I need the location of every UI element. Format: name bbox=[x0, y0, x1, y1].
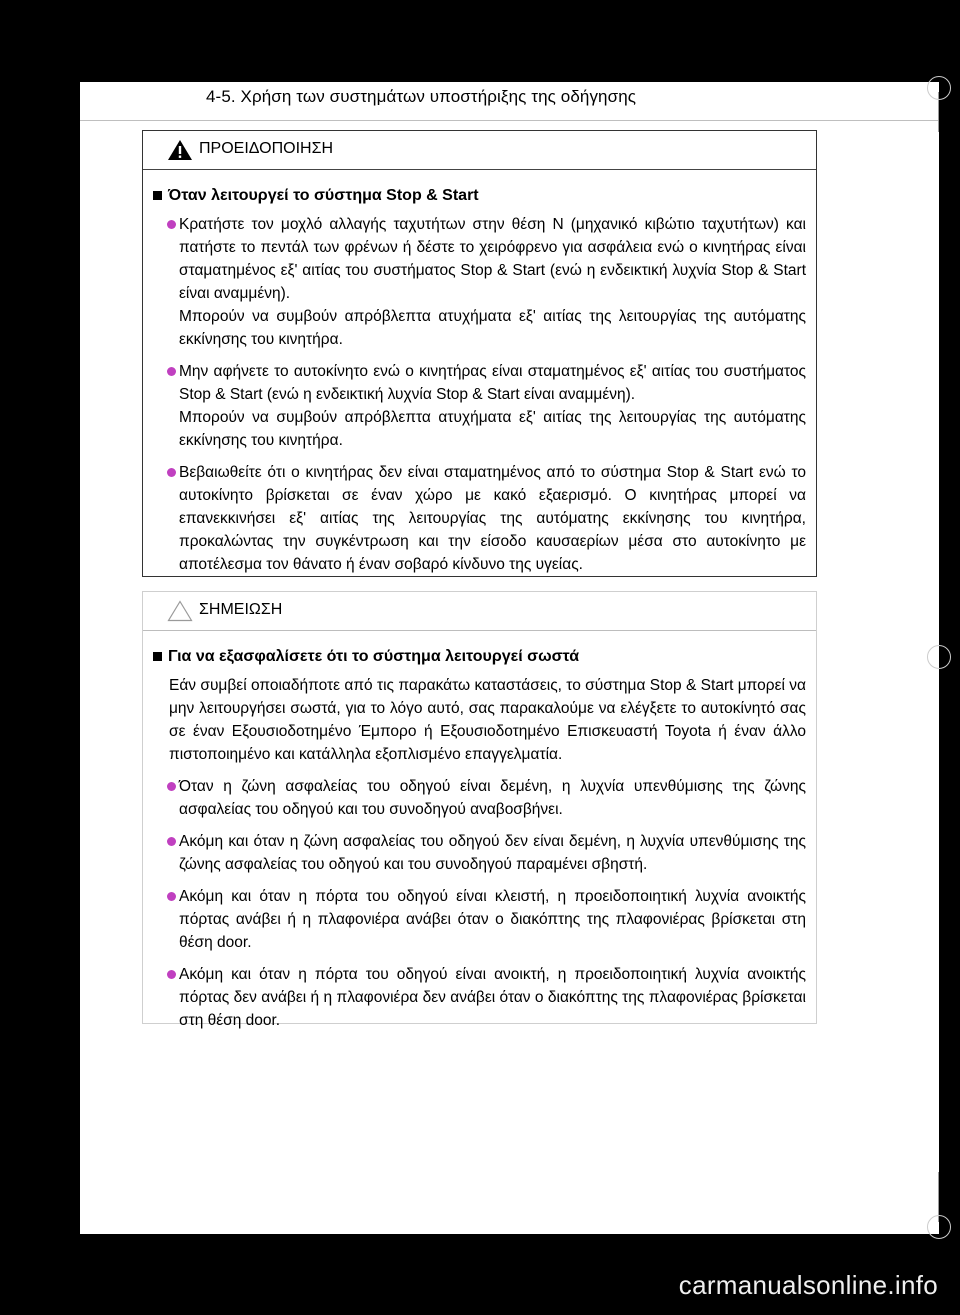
warning-box-header bbox=[143, 131, 816, 170]
registration-mark-icon bbox=[927, 645, 951, 669]
round-bullet-icon bbox=[167, 970, 176, 979]
registration-mark-icon bbox=[927, 1215, 951, 1239]
warning-bullet bbox=[153, 461, 806, 576]
round-bullet-icon bbox=[167, 892, 176, 901]
note-bullet bbox=[153, 775, 806, 821]
warning-bullet-text: Μην αφήνετε το αυτοκίνητο ενώ ο κινητήρας είναι σταματημένος εξ' αιτίας του συστήματος Stop & Start (ενώ η ενδεικτική λυχνία Stop & Start είναι αναμμένη). bbox=[179, 363, 806, 403]
note-box-header bbox=[143, 592, 816, 631]
note-bullet bbox=[153, 885, 806, 954]
warning-label: ΠΡΟΕΙΔΟΠΟΙΗΣΗ bbox=[199, 140, 334, 157]
note-bullet bbox=[153, 830, 806, 876]
warning-bullet-text: Μπορούν να συμβούν απρόβλεπτα ατυχήματα εξ' αιτίας της λειτουργίας της αυτόματης εκκίνησης του κινητήρα. bbox=[179, 308, 806, 348]
warning-box bbox=[142, 130, 817, 577]
round-bullet-icon bbox=[167, 837, 176, 846]
warning-heading bbox=[153, 184, 806, 207]
note-intro-text: Εάν συμβεί οποιαδήποτε από τις παρακάτω καταστάσεις, το σύστημα Stop & Start μπορεί να μην λειτουργήσει σωστά, για το λόγο αυτό, σας παρακαλούμε να ελέγξετε το αυτοκίνητό σας σε έναν Εξουσιοδοτημένο Έμπορο ή Εξουσιοδοτημένο Επισκευαστή Toyota ή έναν άλλο πιστοποιημένο και κατάλληλα εξοπλισμένο επαγγελματία. bbox=[169, 677, 806, 763]
note-heading-text: Για να εξασφαλίσετε ότι το σύστημα λειτουργεί σωστά bbox=[168, 648, 580, 665]
header-divider bbox=[80, 120, 939, 121]
warning-triangle-icon bbox=[167, 139, 193, 161]
round-bullet-icon bbox=[167, 468, 176, 477]
note-bullet-text: Όταν η ζώνη ασφαλείας του οδηγού είναι δεμένη, η λυχνία υπενθύμισης της ζώνης ασφαλείας του οδηγού και του συνοδηγού αναβοσβήνει. bbox=[179, 778, 806, 818]
manual-page bbox=[80, 82, 939, 1234]
warning-bullet-text: Μπορούν να συμβούν απρόβλεπτα ατυχήματα εξ' αιτίας της λειτουργίας της αυτόματης εκκίνησης του κινητήρα. bbox=[179, 409, 806, 449]
watermark-text: carmanualsonline.info bbox=[678, 1270, 938, 1300]
note-box bbox=[142, 591, 817, 1029]
page-header-title: 4-5. Χρήση των συστημάτων υποστήριξης της οδήγησης bbox=[206, 87, 637, 106]
warning-bullet bbox=[153, 213, 806, 351]
note-bullet bbox=[153, 963, 806, 1032]
note-heading bbox=[153, 645, 806, 668]
registration-mark-icon bbox=[927, 76, 951, 100]
note-bullet-text: Ακόμη και όταν η πόρτα του οδηγού είναι κλειστή, η προειδοποιητική λυχνία ανοικτής πόρτας ανάβει ή η πλαφονιέρα ανάβει όταν ο διακόπτης της πλαφονιέρας βρίσκεται στη θέση door. bbox=[179, 888, 806, 951]
note-bullet-text: Ακόμη και όταν η ζώνη ασφαλείας του οδηγού δεν είναι δεμένη, η λυχνία υπενθύμισης της ζώνης ασφαλείας του οδηγού και του συνοδηγού παραμένει σβηστή. bbox=[179, 833, 806, 873]
warning-bullet-text: Βεβαιωθείτε ότι ο κινητήρας δεν είναι σταματημένος από το σύστημα Stop & Start ενώ το αυτοκίνητο βρίσκεται σε έναν χώρο με κακό εξαερισμό. Ο κινητήρας μπορεί να επανεκκινήσει εξ' αιτίας της λειτουργίας της αυτόματης εκκίνησης του κινητήρα, προκαλώντας την συγκέντρωση και την είσοδο καυσαερίων μέσα στο αυτοκίνητο με αποτέλεσμα τον θάνατο ή έναν σοβαρό κίνδυνο της υγείας. bbox=[179, 464, 806, 573]
note-label: ΣΗΜΕΙΩΣΗ bbox=[199, 601, 283, 618]
note-bullet-text: Ακόμη και όταν η πόρτα του οδηγού είναι ανοικτή, η προειδοποιητική λυχνία ανοικτής πόρτας δεν ανάβει ή η πλαφονιέρα δεν ανάβει όταν ο διακόπτης της πλαφονιέρας βρίσκεται στη θέση door. bbox=[179, 966, 806, 1029]
round-bullet-icon bbox=[167, 782, 176, 791]
round-bullet-icon bbox=[167, 220, 176, 229]
caution-triangle-outline-icon bbox=[167, 600, 193, 622]
warning-bullet-text: Κρατήστε τον μοχλό αλλαγής ταχυτήτων στην θέση N (μηχανικό κιβώτιο ταχυτήτων) και πατήστε το πεντάλ των φρένων ή δέστε το χειρόφρενο για ασφάλεια ενώ ο κινητήρας είναι σταματημένος εξ' αιτίας του συστήματος Stop & Start (ενώ η ενδεικτική λυχνία Stop & Start είναι αναμμένη). bbox=[179, 216, 806, 302]
square-bullet-icon bbox=[153, 652, 162, 661]
round-bullet-icon bbox=[167, 367, 176, 376]
warning-bullet bbox=[153, 360, 806, 452]
square-bullet-icon bbox=[153, 191, 162, 200]
warning-heading-text: Όταν λειτουργεί το σύστημα Stop & Start bbox=[168, 187, 479, 204]
